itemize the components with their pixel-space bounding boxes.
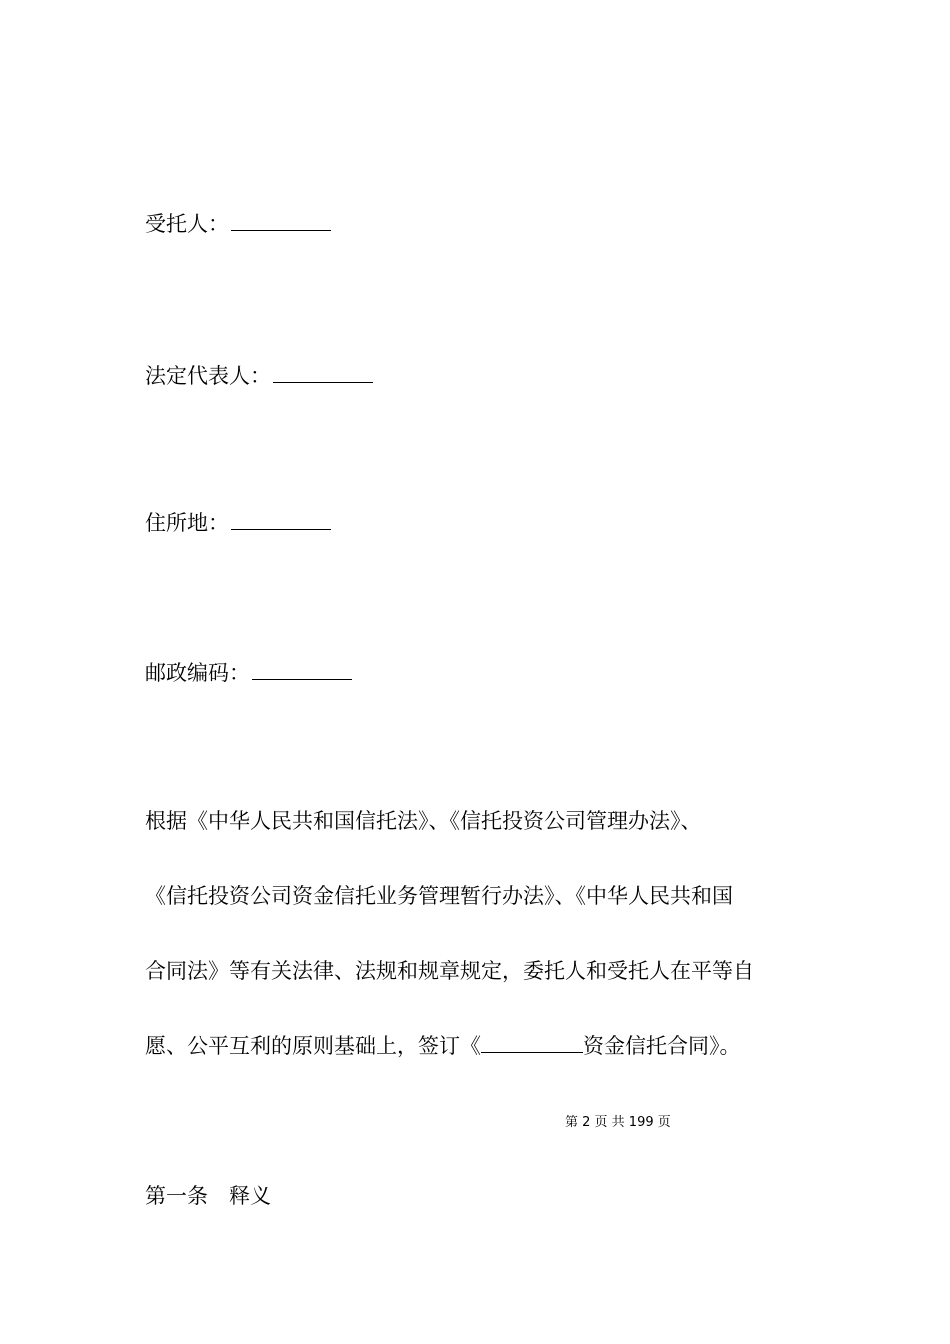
preamble-line-2: 《信托投资公司资金信托业务管理暂行办法》、《中华人民共和国 xyxy=(145,884,733,908)
address-field-line xyxy=(145,508,331,538)
postcode-label: 邮政编码： xyxy=(145,661,250,685)
article-heading: 第一条 释义 xyxy=(145,1184,271,1208)
preamble-line-4-start: 愿、公平互利的原则基础上，签订《 xyxy=(145,1034,481,1058)
contract-name-blank xyxy=(481,1034,583,1053)
postcode-field-line xyxy=(145,658,352,688)
preamble-line-4 xyxy=(145,1031,741,1061)
legal-representative-blank xyxy=(273,364,373,383)
postcode-blank xyxy=(252,661,352,680)
preamble-line-4-end: 资金信托合同》。 xyxy=(583,1034,741,1058)
legal-representative-label: 法定代表人： xyxy=(145,364,271,388)
page-number: 第 2 页 共 199 页 xyxy=(565,1115,671,1130)
legal-representative-field-line xyxy=(145,361,373,391)
trustee-blank xyxy=(231,212,331,231)
address-blank xyxy=(231,511,331,530)
preamble-line-1: 根据《中华人民共和国信托法》、《信托投资公司管理办法》、 xyxy=(145,809,702,833)
preamble-line-3: 合同法》等有关法律、法规和规章规定，委托人和受托人在平等自 xyxy=(145,959,754,983)
trustee-label: 受托人： xyxy=(145,212,229,236)
trustee-field-line xyxy=(145,209,331,239)
address-label: 住所地： xyxy=(145,511,229,535)
